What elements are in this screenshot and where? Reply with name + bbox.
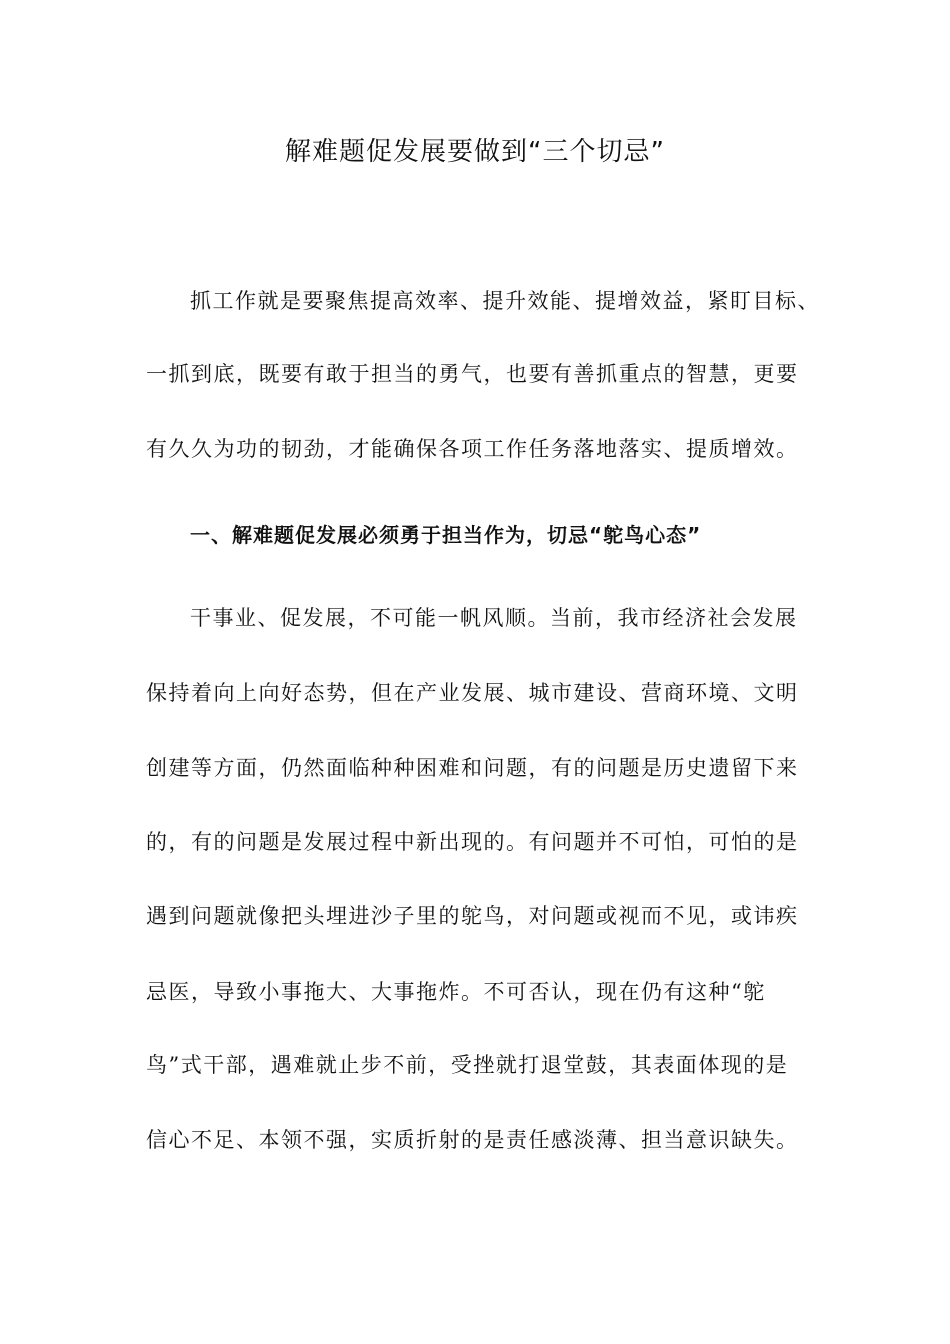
section-1-line-4: 的，有的问题是发展过程中新出现的。有问题并不可怕，可怕的是 <box>146 830 799 854</box>
section-1-line-2: 保持着向上向好态势，但在产业发展、城市建设、营商环境、文明 <box>146 681 799 705</box>
section-1-line-1: 干事业、促发展，不可能一帆风顺。当前，我市经济社会发展 <box>190 606 798 630</box>
document-title: 解难题促发展要做到“三个切忌” <box>285 137 665 167</box>
section-1-line-5: 遇到问题就像把头埋进沙子里的鸵鸟，对问题或视而不见，或讳疾 <box>146 904 799 928</box>
intro-line-1: 抓工作就是要聚焦提高效率、提升效能、提增效益，紧盯目标、 <box>190 289 820 313</box>
section-1-heading: 一、解难题促发展必须勇于担当作为，切忌“鸵鸟心态” <box>190 523 702 547</box>
intro-line-2: 一抓到底，既要有敢于担当的勇气，也要有善抓重点的智慧，更要 <box>146 362 799 386</box>
section-1-line-8: 信心不足、本领不强，实质折射的是责任感淡薄、担当意识缺失。 <box>146 1128 799 1152</box>
section-1-line-7: 鸟”式干部，遇难就止步不前，受挫就打退堂鼓，其表面体现的是 <box>146 1053 789 1077</box>
intro-line-3: 有久久为功的韧劲，才能确保各项工作任务落地落实、提质增效。 <box>146 437 799 461</box>
section-1-line-6: 忌医，导致小事拖大、大事拖炸。不可否认，现在仍有这种“鸵 <box>146 980 766 1004</box>
section-1-line-3: 创建等方面，仍然面临种种困难和问题，有的问题是历史遗留下来 <box>146 756 799 780</box>
